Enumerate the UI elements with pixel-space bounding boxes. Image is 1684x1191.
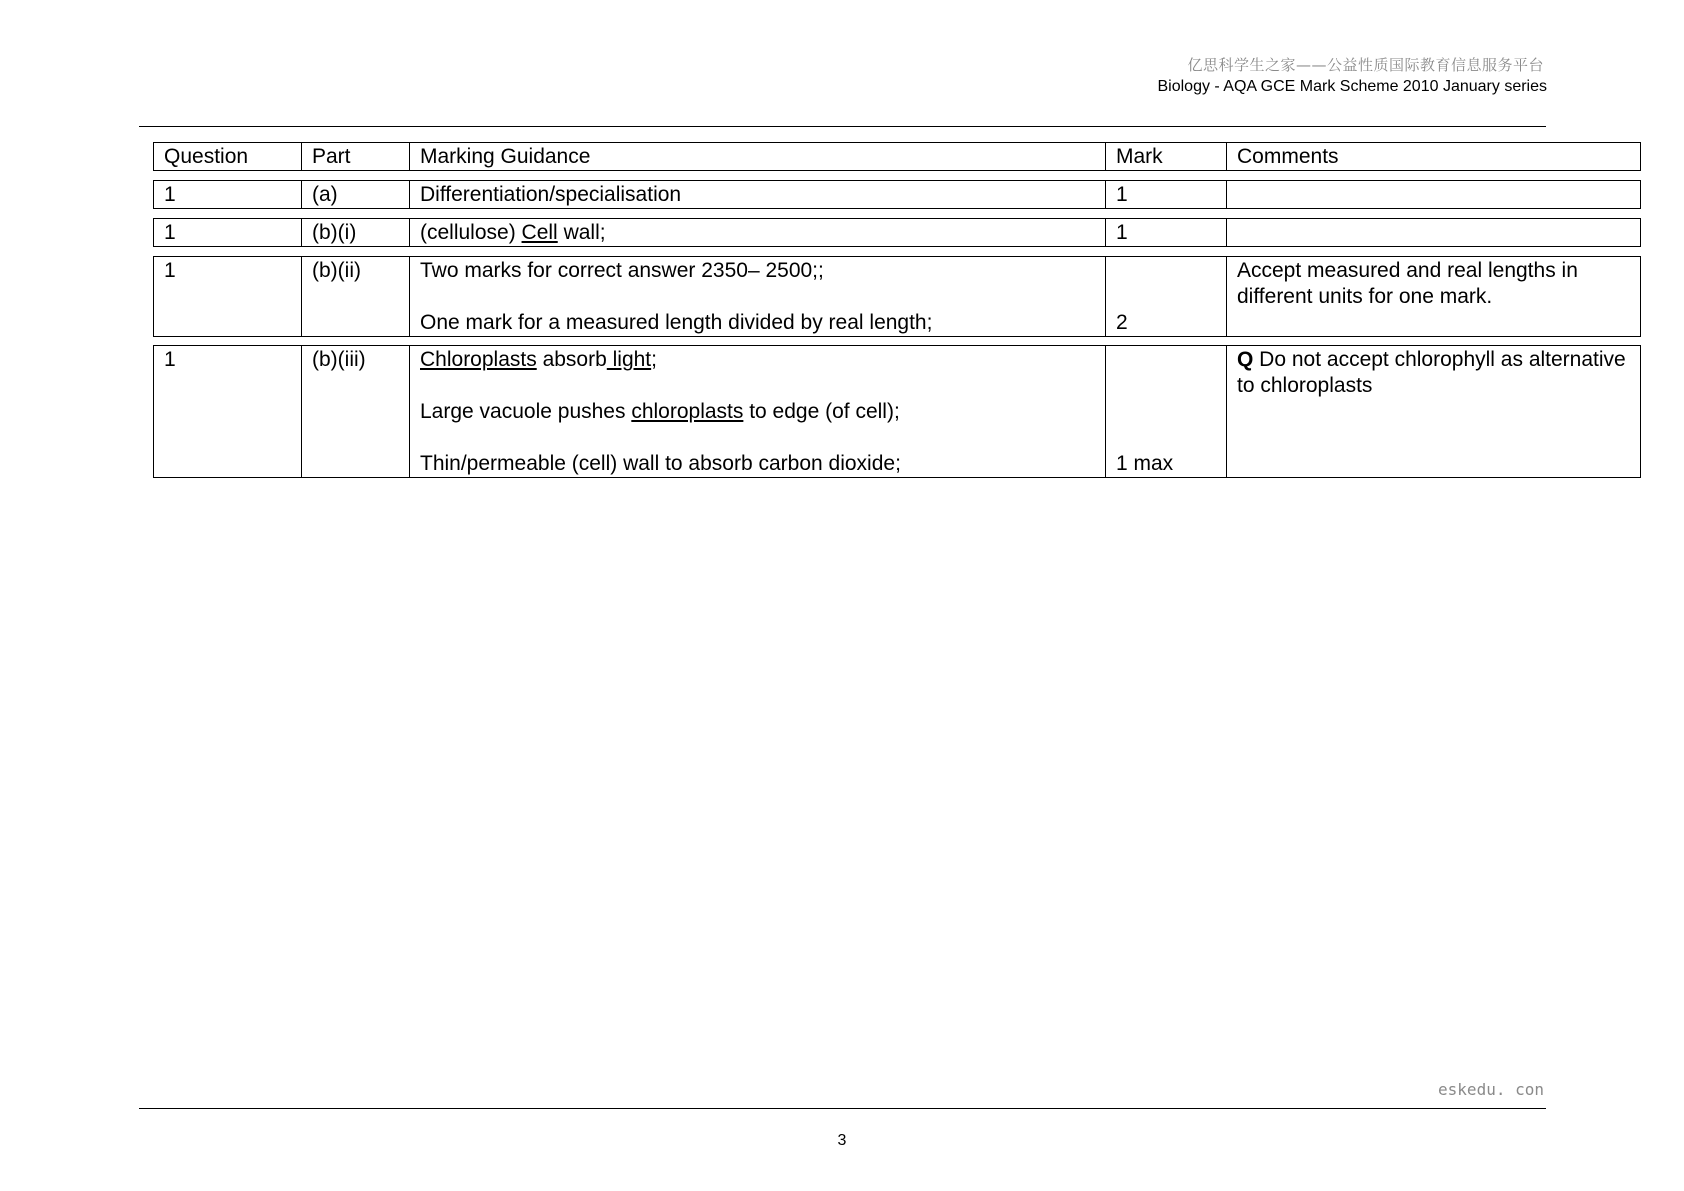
table-row: [154, 219, 1641, 247]
part-label: (b)(i): [302, 219, 410, 247]
guidance-text: absorb: [536, 348, 607, 371]
document-title: Biology - AQA GCE Mark Scheme 2010 January series: [1157, 78, 1547, 95]
guidance-line: Two marks for correct answer 2350– 2500;;: [420, 259, 824, 282]
comments: [1227, 219, 1641, 247]
mark-value: 1: [1106, 181, 1227, 209]
footer-divider: [139, 1108, 1546, 1109]
guidance-text: Large vacuole pushes: [420, 400, 632, 423]
header-mark: Mark: [1106, 143, 1227, 171]
row-table-1a: [153, 180, 1641, 209]
header-divider: [139, 126, 1546, 127]
comments: Accept measured and real lengths in different units for one mark.: [1227, 257, 1641, 337]
question-number: 1: [154, 219, 302, 247]
question-number: 1: [154, 257, 302, 337]
row-table-1biii: [153, 345, 1641, 478]
marking-guidance: Differentiation/specialisation: [410, 181, 1106, 209]
header-question: Question: [154, 143, 302, 171]
comments: [1227, 346, 1641, 478]
part-label: (a): [302, 181, 410, 209]
guidance-line: Thin/permeable (cell) wall to absorb carbon dioxide;: [420, 452, 901, 475]
guidance-line: [420, 347, 1095, 373]
row-table-1bi: [153, 218, 1641, 247]
guidance-text: to edge (of cell);: [743, 400, 900, 423]
comment-bold-q: Q: [1237, 348, 1254, 371]
header-marking-guidance: Marking Guidance: [410, 143, 1106, 171]
guidance-text: wall;: [557, 221, 606, 244]
underlined-chloroplasts: chloroplasts: [631, 400, 744, 423]
part-label: (b)(iii): [302, 346, 410, 478]
header-comments: Comments: [1227, 143, 1641, 171]
header-part: Part: [302, 143, 410, 171]
question-number: 1: [154, 181, 302, 209]
guidance-underlined-term: Cell: [521, 221, 558, 244]
guidance-text: (cellulose): [420, 221, 522, 244]
comment-text: Do not accept chlorophyll as alternative to chloroplasts: [1237, 348, 1632, 397]
site-watermark: eskedu. con: [1438, 1080, 1544, 1099]
table-row: [154, 346, 1641, 478]
mark-value: 2: [1106, 257, 1227, 337]
part-label: (b)(ii): [302, 257, 410, 337]
underlined-light: light: [606, 348, 652, 371]
guidance-text: ;: [651, 348, 657, 371]
guidance-line: One mark for a measured length divided by real length;: [420, 311, 933, 334]
marking-guidance: [410, 346, 1106, 478]
line-gap: [420, 373, 1095, 399]
question-number: 1: [154, 346, 302, 478]
line-gap: [420, 425, 1095, 451]
mark-value: 1: [1106, 219, 1227, 247]
header-row: [154, 143, 1641, 171]
column-header-table: [153, 142, 1641, 171]
table-row: [154, 257, 1641, 337]
line-gap: [420, 284, 1095, 310]
underlined-chloroplasts: Chloroplasts: [420, 348, 537, 371]
chinese-header-title: 亿思科学生之家——公益性质国际教育信息服务平台: [1187, 56, 1544, 74]
guidance-line: [420, 399, 1095, 425]
marking-guidance: [410, 257, 1106, 337]
page-number: 3: [837, 1132, 847, 1149]
row-table-1bii: [153, 256, 1641, 337]
marking-guidance: [410, 219, 1106, 247]
mark-value: 1 max: [1106, 346, 1227, 478]
table-row: [154, 181, 1641, 209]
comments: [1227, 181, 1641, 209]
